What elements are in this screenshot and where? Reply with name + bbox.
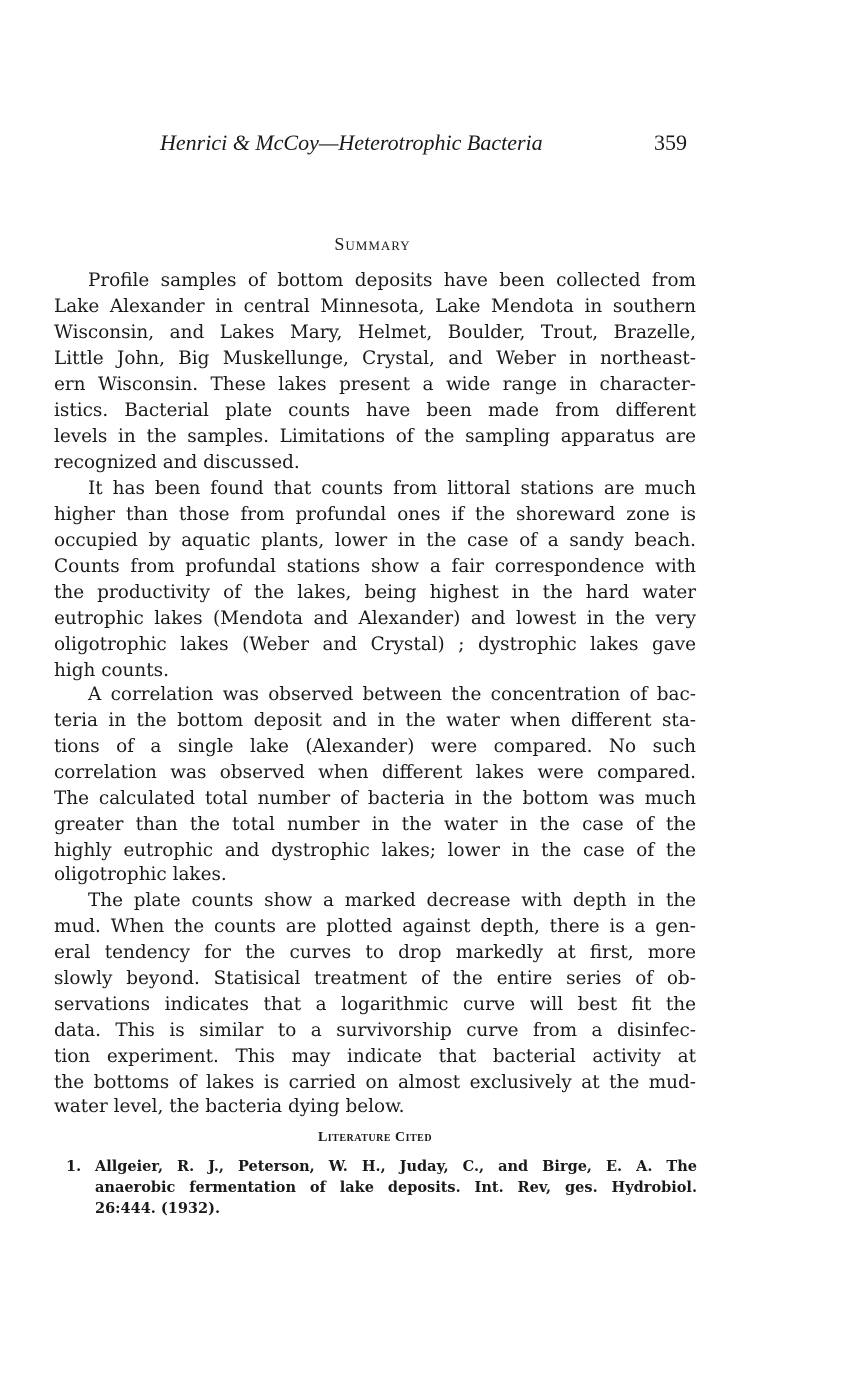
summary-line: levels in the samples. Limitations of the sampling apparatus are [54,426,696,447]
summary-line: recognized and discussed. [54,452,300,473]
summary-line: the productivity of the lakes, being highest in the hard water [54,582,696,603]
summary-line: The calculated total number of bacteria in the bottom was much [54,788,696,809]
summary-line: Counts from profundal stations show a fair correspondence with [54,556,696,577]
summary-line: eutrophic lakes (Mendota and Alexander) and lowest in the very [54,608,696,629]
summary-line: tions of a single lake (Alexander) were compared. No such [54,736,696,757]
summary-line: oligotrophic lakes. [54,864,227,885]
summary-line: teria in the bottom deposit and in the water when different sta- [54,710,696,731]
reference-number: 1. [66,1158,82,1175]
summary-line: It has been found that counts from littoral stations are much [88,478,696,499]
summary-line: slowly beyond. Statisical treatment of the entire series of ob- [54,968,696,989]
summary-line: The plate counts show a marked decrease with depth in the [88,890,696,911]
summary-line: istics. Bacterial plate counts have been made from different [54,400,696,421]
summary-line: water level, the bacteria dying below. [54,1096,405,1117]
summary-line: greater than the total number in the water in the case of the [54,814,696,835]
summary-line: Little John, Big Muskellunge, Crystal, and Weber in northeast- [54,348,696,369]
summary-line: Lake Alexander in central Minnesota, Lake Mendota in southern [54,296,696,317]
running-title: Henrici & McCoy—Heterotrophic Bacteria [160,130,543,155]
summary-line: ern Wisconsin. These lakes present a wide range in character- [54,374,696,395]
summary-line: high counts. [54,660,169,681]
summary-line: higher than those from profundal ones if the shoreward zone is [54,504,696,525]
summary-line: mud. When the counts are plotted against depth, there is a gen- [54,916,696,937]
summary-heading: Summary [334,234,411,254]
summary-line: servations indicates that a logarithmic curve will best fit the [54,994,696,1015]
summary-line: eral tendency for the curves to drop markedly at first, more [54,942,696,963]
summary-line: Profile samples of bottom deposits have been collected from [88,270,696,291]
reference-line: Allgeier, R. J., Peterson, W. H., Juday, C., and Birge, E. A. The [95,1158,697,1175]
reference-line: 26:444. (1932). [95,1200,221,1217]
summary-line: the bottoms of lakes is carried on almost exclusively at the mud- [54,1072,696,1093]
literature-cited-heading: Literature Cited [317,1130,433,1145]
page-number: 359 [654,130,687,155]
reference-line: anaerobic fermentation of lake deposits. Int. Rev, ges. Hydrobiol. [95,1179,697,1196]
summary-line: highly eutrophic and dystrophic lakes; lower in the case of the [54,840,696,861]
summary-line: correlation was observed when different lakes were compared. [54,762,696,783]
summary-line: data. This is similar to a survivorship curve from a disinfec- [54,1020,696,1041]
summary-line: tion experiment. This may indicate that bacterial activity at [54,1046,696,1067]
summary-line: occupied by aquatic plants, lower in the case of a sandy beach. [54,530,696,551]
summary-line: A correlation was observed between the concentration of bac- [88,684,696,705]
summary-line: oligotrophic lakes (Weber and Crystal) ; dystrophic lakes gave [54,634,696,655]
summary-line: Wisconsin, and Lakes Mary, Helmet, Boulder, Trout, Brazelle, [54,322,696,343]
